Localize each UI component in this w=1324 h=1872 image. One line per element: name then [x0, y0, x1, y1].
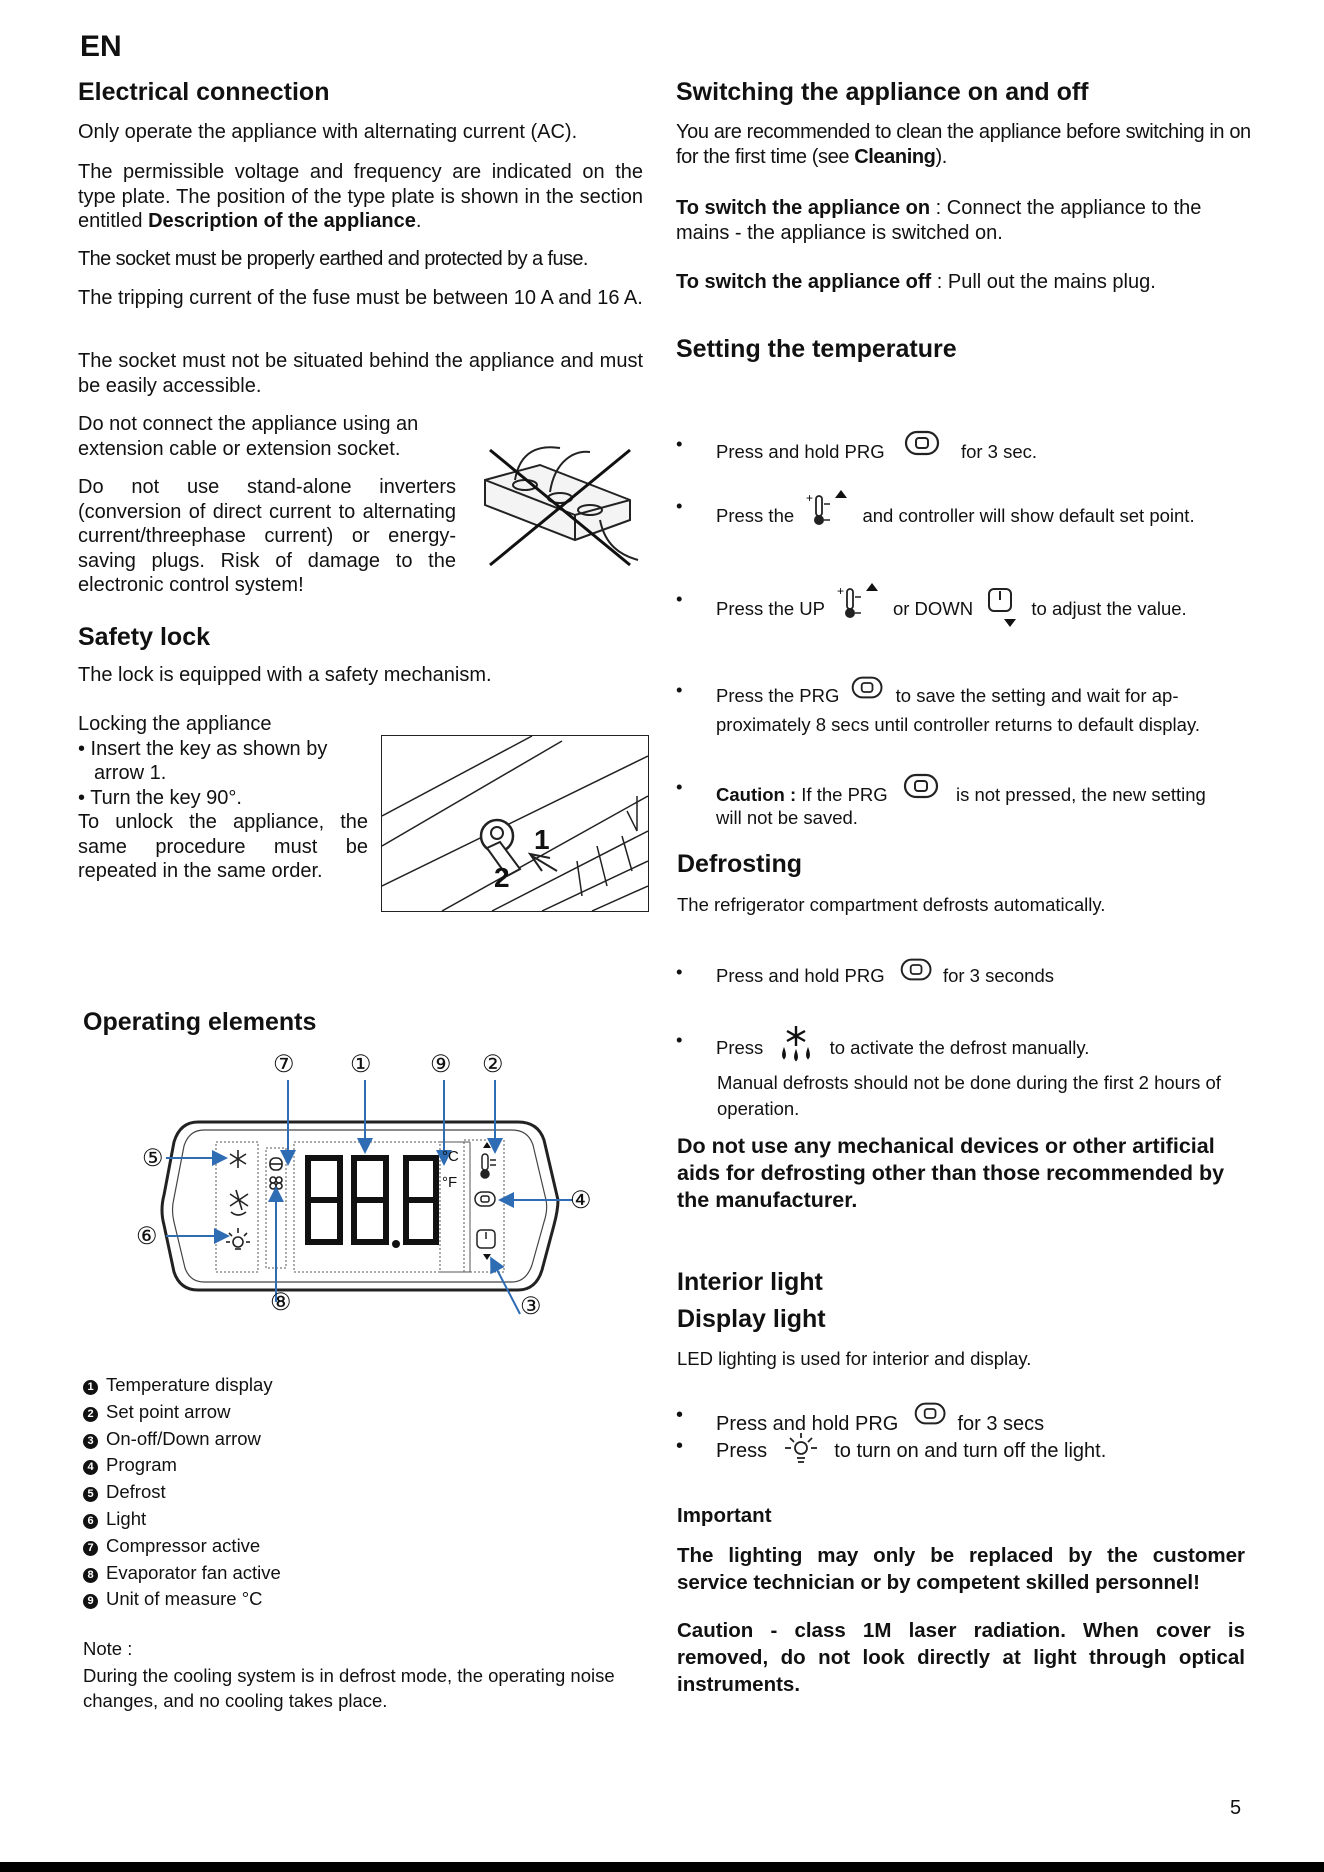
legend-item: 3 On-off/Down arrow: [83, 1426, 483, 1453]
callout-3: ③: [520, 1293, 542, 1320]
laser-caution: Caution - class 1M laser radiation. When cover is removed, do not look directly at light through optical instruments.: [677, 1619, 1245, 1696]
svg-text:+: +: [806, 491, 814, 505]
switching-heading: Switching the appliance on and off: [676, 78, 1089, 106]
prg-icon: [896, 956, 938, 992]
light-intro: LED lighting is used for interior and display.: [677, 1348, 1032, 1369]
legend-item: 8 Evaporator fan active: [83, 1560, 483, 1587]
safety-intro: The lock is equipped with a safety mechanism.: [78, 664, 492, 686]
lighting-replacement-warning: The lighting may only be replaced by the customer service technician or by competent skilled personnel!: [677, 1544, 1245, 1594]
thermometer-up-icon: [805, 490, 851, 530]
electrical-paragraph-type-plate: The permissible voltage and frequency are indicated on the type plate. The position of the type plate is shown in the section entitled Description of the appliance.: [78, 161, 643, 232]
switch-off-text: To switch the appliance off : Pull out the mains plug.: [676, 271, 1156, 293]
callout-4: ④: [570, 1187, 592, 1214]
setting-temperature-heading: Setting the temperature: [676, 335, 957, 363]
legend-item: 1 Temperature display: [83, 1372, 483, 1399]
electrical-paragraph-extension: Do not connect the appliance using an extension cable or extension socket.: [78, 413, 419, 460]
operating-legend: [83, 1372, 483, 1613]
electrical-paragraph-fuse: The tripping current of the fuse must be between 10 A and 16 A.: [78, 287, 643, 309]
svg-text:+: +: [836, 584, 844, 598]
locking-label: Locking the appliance: [78, 713, 272, 735]
callout-9: ⑨: [430, 1051, 452, 1078]
legend-item: 9 Unit of measure °C: [83, 1586, 483, 1613]
lock-arrow-2-label: 2: [494, 862, 510, 893]
switch-on-text: To switch the appliance on : Connect the appliance to the mains - the appliance is switched on.: [676, 197, 1202, 244]
switching-intro: You are recommended to clean the appliance before switching in on for the first time (see Cleaning).: [676, 121, 1251, 168]
prg-icon: [847, 674, 889, 710]
legend-item: 4 Program: [83, 1452, 483, 1479]
lock-arrow-1-label: 1: [534, 824, 550, 855]
electrical-paragraph-earthed: The socket must be properly earthed and protected by a fuse.: [78, 248, 588, 270]
callout-6: ⑥: [136, 1223, 158, 1250]
light-bulb-icon: [781, 1431, 821, 1467]
safety-lock-instructions: [78, 712, 368, 884]
display-light-heading: Display light: [677, 1305, 826, 1333]
legend-item: 2 Set point arrow: [83, 1399, 483, 1426]
prg-icon: [900, 428, 946, 468]
page-number: 5: [1230, 1797, 1242, 1819]
electrical-paragraph-inverters: Do not use stand-alone inverters (conversion of direct current to alternating current/threephase current) or energy-saving plugs. Risk of damage to the electronic control system!: [78, 476, 456, 596]
note-text: During the cooling system is in defrost mode, the operating noise changes, and no cooling takes place.: [83, 1665, 615, 1711]
defrosting-intro: The refrigerator compartment defrosts automatically.: [677, 894, 1106, 915]
unlock-text: To unlock the appliance, the same procedure must be repeated in the same order.: [78, 811, 368, 882]
manual-defrost-note: Manual defrosts should not be done during the first 2 hours of operation.: [717, 1072, 1221, 1119]
important-heading: Important: [677, 1504, 772, 1527]
no-extension-socket-illustration: [480, 440, 640, 575]
electrical-paragraph-socket: The socket must not be situated behind the appliance and must be easily accessible.: [78, 350, 643, 397]
electrical-connection-heading: Electrical connection: [78, 78, 330, 106]
unit-fahrenheit: °F: [442, 1174, 458, 1191]
operating-elements-heading: Operating elements: [83, 1008, 317, 1036]
lock-illustration: [381, 735, 649, 912]
note-label: Note :: [83, 1638, 133, 1659]
defrost-warning: Do not use any mechanical devices or other artificial aids for defrosting other than those recommended by the manufacturer.: [677, 1134, 1225, 1212]
callout-7: ⑦: [273, 1051, 295, 1078]
legend-item: 7 Compressor active: [83, 1533, 483, 1560]
controller-diagram: [128, 1050, 598, 1330]
snowflake-defrost-icon: [774, 1024, 818, 1064]
language-code: EN: [80, 30, 122, 63]
defrosting-heading: Defrosting: [677, 850, 802, 878]
lock-step-1: • Insert the key as shown by: [78, 737, 328, 760]
up-arrow-icon: [836, 583, 882, 623]
callout-5: ⑤: [142, 1145, 164, 1172]
bottom-border: [0, 1862, 1324, 1872]
callout-1: ①: [350, 1051, 372, 1078]
down-arrow-icon: [984, 585, 1020, 629]
callout-2: ②: [482, 1051, 504, 1078]
legend-item: 6 Light: [83, 1506, 483, 1533]
electrical-paragraph-ac: Only operate the appliance with alternating current (AC).: [78, 121, 578, 143]
prg-icon: [899, 771, 945, 811]
lock-step-1b: arrow 1.: [94, 762, 167, 784]
callout-8: ⑧: [270, 1289, 292, 1316]
unit-celsius: °C: [442, 1148, 459, 1165]
legend-item: 5 Defrost: [83, 1479, 483, 1506]
lock-step-2: • Turn the key 90°.: [78, 786, 242, 809]
safety-lock-heading: Safety lock: [78, 623, 211, 651]
interior-light-heading: Interior light: [677, 1268, 823, 1296]
